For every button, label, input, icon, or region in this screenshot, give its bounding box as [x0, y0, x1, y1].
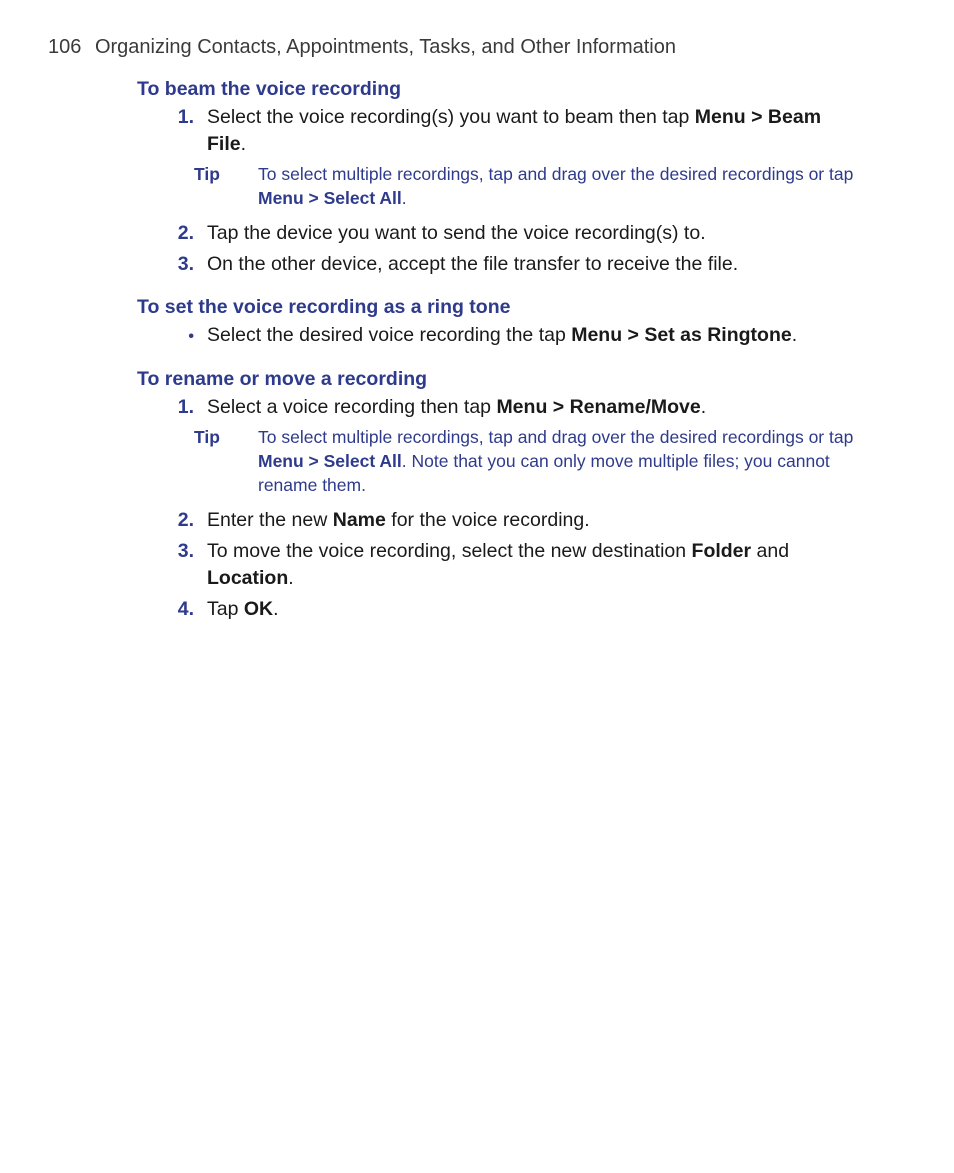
step-number: 2. — [177, 222, 194, 244]
step-item — [137, 538, 857, 592]
step-item — [137, 104, 857, 158]
step-item — [137, 220, 857, 247]
page-header — [48, 36, 676, 59]
section-heading-rename: To rename or move a recording — [137, 368, 428, 390]
step-number: 4. — [177, 598, 194, 620]
step-text: Tap OK. — [207, 598, 279, 620]
section-rename — [137, 366, 857, 623]
step-text: Tap the device you want to send the voice recording(s) to. — [207, 222, 706, 244]
bullet-item — [137, 322, 857, 350]
step-number: 3. — [177, 253, 194, 275]
step-item — [137, 394, 857, 421]
tip-text: To select multiple recordings, tap and drag over the desired recordings or tap Menu > Select All. Note that you can only move multiple files; you cannot rename them. — [258, 427, 854, 495]
section-beam — [137, 76, 857, 278]
section-ringtone — [137, 294, 857, 350]
step-text: Enter the new Name for the voice recording. — [207, 509, 590, 531]
step-number: 1. — [177, 396, 194, 418]
step-number: 2. — [177, 509, 194, 531]
tip-label: Tip — [194, 164, 220, 184]
section-heading-ringtone: To set the voice recording as a ring tone — [137, 296, 511, 318]
bullet-marker: • — [188, 328, 194, 345]
section-heading-beam: To beam the voice recording — [137, 78, 402, 100]
tip-text: To select multiple recordings, tap and drag over the desired recordings or tap Menu > Select All. — [258, 164, 854, 208]
step-number: 3. — [177, 540, 194, 562]
step-text: To move the voice recording, select the new destination Folder and Location. — [207, 540, 790, 589]
page-content — [137, 76, 857, 639]
step-item — [137, 507, 857, 534]
bullet-text: Select the desired voice recording the tap Menu > Set as Ringtone. — [207, 324, 798, 346]
step-text: Select the voice recording(s) you want to beam then tap Menu > Beam File. — [207, 106, 822, 155]
tip-note — [194, 425, 857, 497]
step-item — [137, 251, 857, 278]
step-number: 1. — [177, 106, 194, 128]
step-text: Select a voice recording then tap Menu > Rename/Move. — [207, 396, 707, 418]
chapter-title: Organizing Contacts, Appointments, Tasks, and Other Information — [94, 36, 676, 58]
tip-label: Tip — [194, 427, 220, 447]
step-text: On the other device, accept the file transfer to receive the file. — [207, 253, 739, 275]
tip-note — [194, 162, 857, 210]
step-item — [137, 596, 857, 623]
page-number: 106 — [48, 36, 82, 58]
